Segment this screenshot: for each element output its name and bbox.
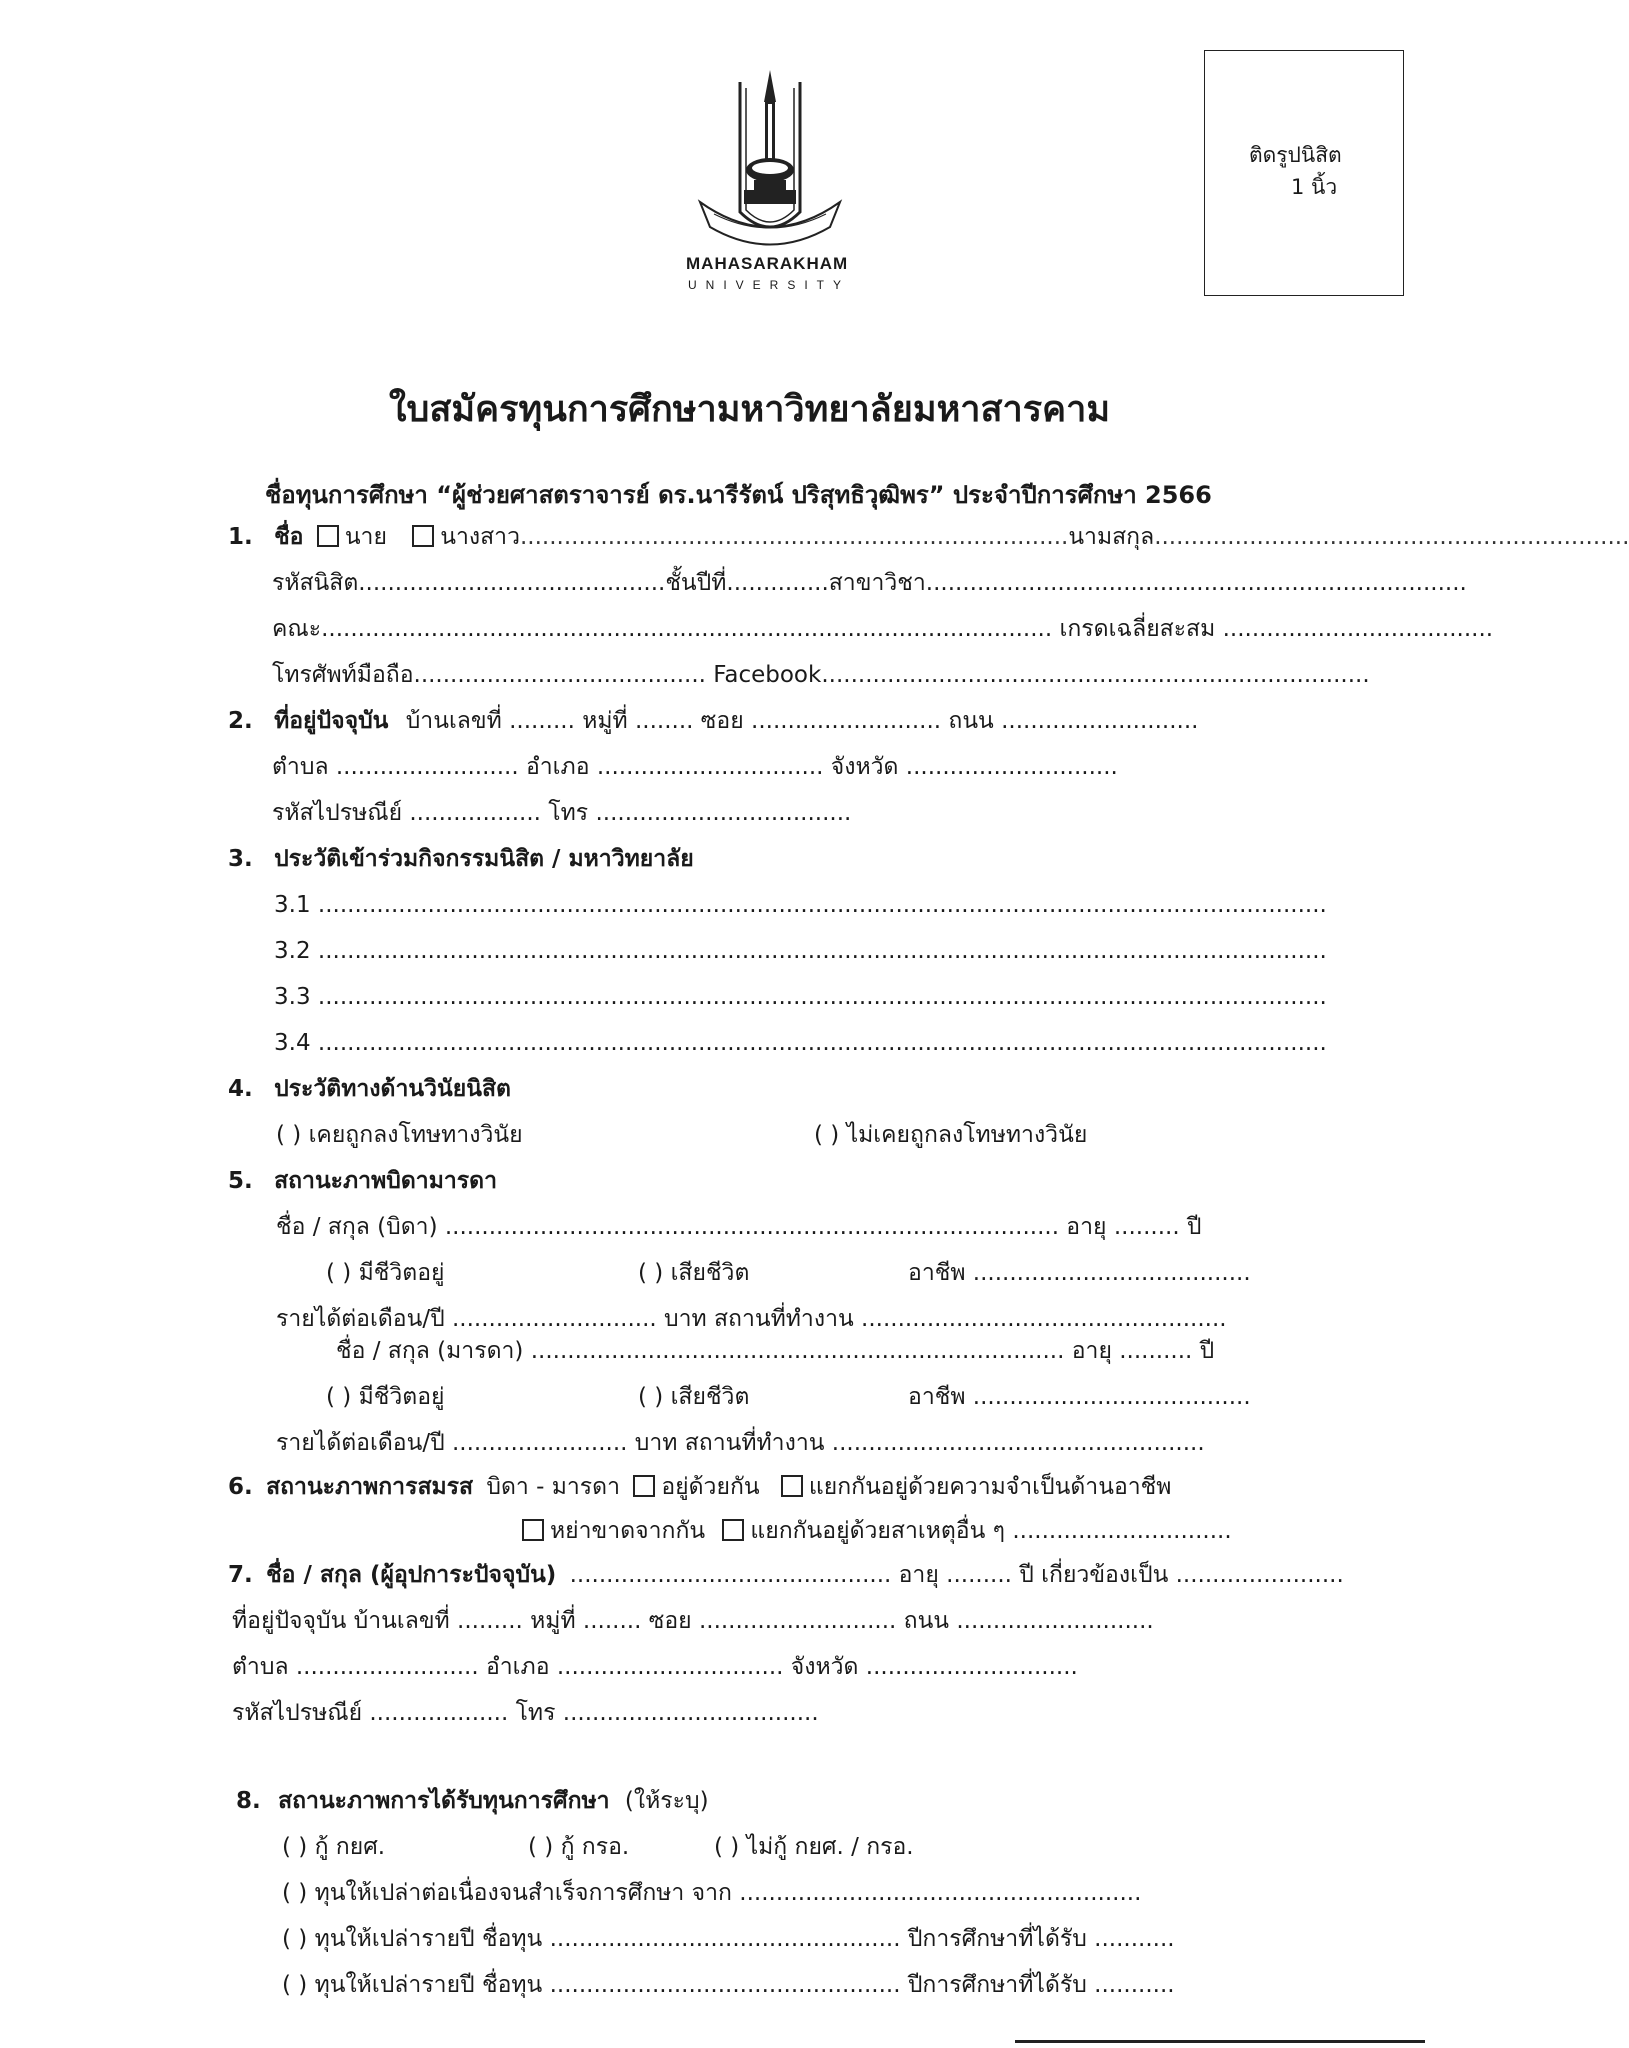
separated-other-checkbox[interactable] bbox=[722, 1519, 744, 1541]
loan-kyor-sor-option[interactable]: ( ) กู้ กยศ. bbox=[282, 1834, 386, 1860]
phone-facebook-line[interactable]: โทรศัพท์มือถือ........................................ Facebook........................................................................... bbox=[272, 662, 1370, 688]
logo-text: MAHASARAKHAM bbox=[686, 254, 849, 273]
section-4-number: 4. bbox=[228, 1076, 253, 1102]
address-line-2[interactable]: ตำบล ......................... อำเภอ ............................... จังหวัด ............................. bbox=[272, 754, 1118, 780]
activity-item-1[interactable]: 3.1 .......................................................................................................................................... bbox=[274, 892, 1327, 918]
miss-label: นางสาว bbox=[440, 524, 520, 550]
section-8-label: สถานะภาพการได้รับทุนการศึกษา bbox=[278, 1788, 610, 1814]
section-2-label: ที่อยู่ปัจจุบัน bbox=[274, 708, 389, 734]
scholarship-name: ชื่อทุนการศึกษา “ผู้ช่วยศาสตราจารย์ ดร.นารีรัตน์ ปริสุทธิวุฒิพร” ประจำปีการศึกษา 2566 bbox=[265, 481, 1212, 509]
father-name-line[interactable]: ชื่อ / สกุล (บิดา) .................................................................................... อายุ ......... ปี bbox=[276, 1214, 1202, 1240]
section-7-label: ชื่อ / สกุล (ผู้อุปการะปัจจุบัน) bbox=[266, 1562, 557, 1588]
section-3-number: 3. bbox=[228, 846, 253, 872]
loan-kror-or-option[interactable]: ( ) กู้ กรอ. bbox=[528, 1834, 630, 1860]
section-1-label: ชื่อ bbox=[274, 524, 304, 550]
divorced-checkbox[interactable] bbox=[522, 1519, 544, 1541]
miss-checkbox[interactable] bbox=[412, 525, 434, 547]
annual-grant-line-1[interactable]: ( ) ทุนให้เปล่ารายปี ชื่อทุน ................................................ ปีการศึกษาที่ได้รับ ........... bbox=[282, 1926, 1175, 1952]
faculty-gpa-line[interactable]: คณะ.................................................................................................... เกรดเฉลี่ยสะสม ..................................... bbox=[272, 616, 1494, 642]
section-5-label: สถานะภาพบิดามารดา bbox=[274, 1168, 497, 1194]
university-logo bbox=[680, 62, 860, 302]
activity-item-2[interactable]: 3.2 .......................................................................................................................................... bbox=[274, 938, 1327, 964]
section-5-number: 5. bbox=[228, 1168, 253, 1194]
activity-item-4[interactable]: 3.4 .......................................................................................................................................... bbox=[274, 1030, 1327, 1056]
logo-subtext: UNIVERSITY bbox=[688, 278, 851, 292]
annual-grant-line-2[interactable]: ( ) ทุนให้เปล่ารายปี ชื่อทุน ................................................ ปีการศึกษาที่ได้รับ ........... bbox=[282, 1972, 1175, 1998]
section-6-line-1 bbox=[228, 1472, 1171, 1502]
mother-alive-option[interactable]: ( ) มีชีวิตอยู่ bbox=[326, 1384, 445, 1410]
guardian-address-line-2[interactable]: ตำบล ......................... อำเภอ ............................... จังหวัด ............................. bbox=[232, 1654, 1078, 1680]
student-id-line[interactable]: รหัสนิสิต..........................................ชั้นปีที่..............สาขาวิชา.......................................................................... bbox=[272, 570, 1467, 596]
surname-field[interactable]: ................................................................. bbox=[1154, 524, 1629, 550]
section-2-line-1 bbox=[228, 706, 1198, 736]
section-6-line-2 bbox=[516, 1516, 1232, 1546]
section-8-hint: (ให้ระบุ) bbox=[624, 1788, 709, 1814]
name-field[interactable]: ........................................................................... bbox=[520, 524, 1069, 550]
section-3-label: ประวัติเข้าร่วมกิจกรรมนิสิต / มหาวิทยาลัย bbox=[274, 846, 694, 872]
section-8-number: 8. bbox=[236, 1788, 261, 1814]
separated-other-label[interactable]: แยกกันอยู่ด้วยสาเหตุอื่น ๆ .............................. bbox=[750, 1518, 1232, 1544]
together-label: อยู่ด้วยกัน bbox=[661, 1474, 760, 1500]
father-dead-option[interactable]: ( ) เสียชีวิต bbox=[638, 1260, 750, 1286]
mother-income-line[interactable]: รายได้ต่อเดือน/ปี ........................ บาท สถานที่ทำงาน ................................................... bbox=[276, 1430, 1205, 1456]
section-3-header bbox=[228, 844, 694, 874]
section-4-label: ประวัติทางด้านวินัยนิสิต bbox=[274, 1076, 511, 1102]
mr-label: นาย bbox=[344, 524, 387, 550]
section-6-number: 6. bbox=[228, 1474, 253, 1500]
continuous-grant-line[interactable]: ( ) ทุนให้เปล่าต่อเนื่องจนสำเร็จการศึกษา จาก ....................................................... bbox=[282, 1880, 1142, 1906]
guardian-age-relation[interactable]: ............................................ อายุ ......... ปี เกี่ยวข้องเป็น ....................... bbox=[569, 1562, 1344, 1588]
no-loan-option[interactable]: ( ) ไม่กู้ กยศ. / กรอ. bbox=[714, 1834, 914, 1860]
surname-label: นามสกุล bbox=[1068, 524, 1155, 550]
mr-checkbox[interactable] bbox=[317, 525, 339, 547]
discipline-clean-option[interactable]: ( ) ไม่เคยถูกลงโทษทางวินัย bbox=[814, 1122, 1088, 1148]
father-alive-option[interactable]: ( ) มีชีวิตอยู่ bbox=[326, 1260, 445, 1286]
separated-work-checkbox[interactable] bbox=[781, 1475, 803, 1497]
section-8-header bbox=[236, 1786, 709, 1816]
divorced-label: หย่าขาดจากกัน bbox=[550, 1518, 706, 1544]
discipline-punished-option[interactable]: ( ) เคยถูกลงโทษทางวินัย bbox=[276, 1122, 523, 1148]
photo-label: ติดรูปนิสิต bbox=[1249, 143, 1342, 167]
section-1-number: 1. bbox=[228, 524, 253, 550]
university-seal-icon bbox=[680, 62, 860, 262]
section-4-header bbox=[228, 1074, 511, 1104]
mother-job-line[interactable]: อาชีพ ...................................... bbox=[908, 1384, 1251, 1410]
photo-size: 1 นิ้ว bbox=[1291, 175, 1338, 199]
guardian-address-line-3[interactable]: รหัสไปรษณีย์ ................... โทร ................................... bbox=[232, 1700, 819, 1726]
activity-item-3[interactable]: 3.3 .......................................................................................................................................... bbox=[274, 984, 1327, 1010]
section-2-number: 2. bbox=[228, 708, 253, 734]
address-line-1[interactable]: บ้านเลขที่ ......... หมู่ที่ ........ ซอย .......................... ถนน ........................... bbox=[405, 708, 1199, 734]
page-title: ใบสมัครทุนการศึกษามหาวิทยาลัยมหาสารคาม bbox=[388, 389, 1111, 430]
bottom-rule bbox=[1015, 2040, 1425, 2043]
guardian-address-line-1[interactable]: ที่อยู่ปัจจุบัน บ้านเลขที่ ......... หมู่ที่ ........ ซอย ........................... ถนน ........................... bbox=[232, 1608, 1154, 1634]
father-job-line[interactable]: อาชีพ ...................................... bbox=[908, 1260, 1251, 1286]
section-7-number: 7. bbox=[228, 1562, 253, 1588]
father-income-line[interactable]: รายได้ต่อเดือน/ปี ............................ บาท สถานที่ทำงาน .................................................. bbox=[276, 1306, 1227, 1332]
photo-box bbox=[1204, 50, 1404, 296]
section-5-header bbox=[228, 1166, 497, 1196]
mother-dead-option[interactable]: ( ) เสียชีวิต bbox=[638, 1384, 750, 1410]
separated-work-label: แยกกันอยู่ด้วยความจำเป็นด้านอาชีพ bbox=[808, 1474, 1172, 1500]
section-7-line-1 bbox=[228, 1560, 1344, 1590]
section-1-line-1 bbox=[228, 522, 1629, 552]
address-line-3[interactable]: รหัสไปรษณีย์ .................. โทร ................................... bbox=[272, 800, 852, 826]
section-6-label: สถานะภาพการสมรส bbox=[266, 1474, 474, 1500]
together-checkbox[interactable] bbox=[633, 1475, 655, 1497]
parents-label: บิดา - มารดา bbox=[486, 1474, 621, 1500]
mother-name-line[interactable]: ชื่อ / สกุล (มารดา) ......................................................................... อายุ .......... ปี bbox=[336, 1338, 1215, 1364]
